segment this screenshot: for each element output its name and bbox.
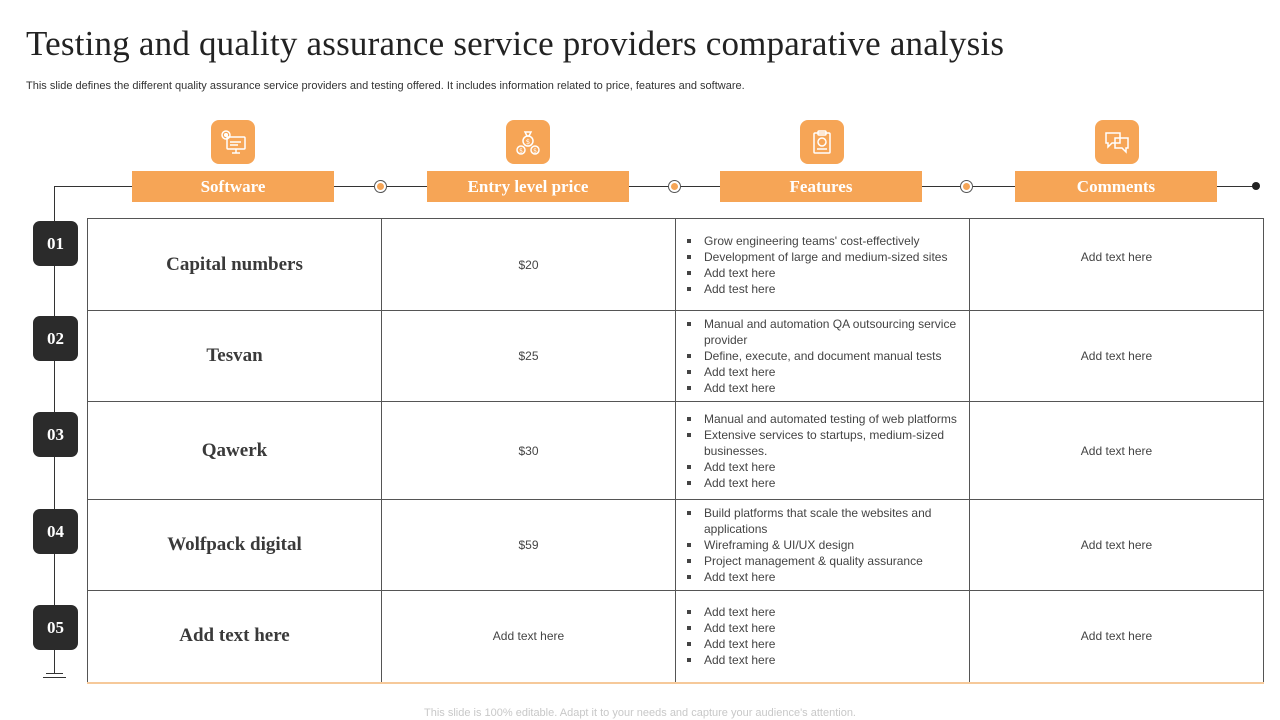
price-cell: $25 — [382, 311, 676, 402]
feature-item: Development of large and medium-sized sites — [686, 249, 969, 265]
software-name: Capital numbers — [88, 219, 382, 311]
feature-item: Add test here — [686, 281, 969, 297]
table-row — [88, 591, 1264, 683]
software-name: Tesvan — [88, 311, 382, 402]
comparison-table — [87, 218, 1264, 684]
monitor-gear-icon — [211, 120, 255, 164]
features-cell — [676, 591, 970, 683]
software-name: Wolfpack digital — [88, 500, 382, 591]
comment-cell: Add text here — [970, 591, 1264, 683]
feature-item: Add text here — [686, 364, 969, 380]
slide-title: Testing and quality assurance service providers comparative analysis — [26, 24, 1005, 63]
svg-text:$: $ — [533, 147, 537, 155]
price-cell: $20 — [382, 219, 676, 311]
timeline-connector-dot — [961, 181, 972, 192]
table-row — [88, 402, 1264, 500]
timeline-base — [43, 677, 66, 678]
feature-item: Add text here — [686, 604, 969, 620]
header-comments: Comments — [1015, 171, 1217, 202]
feature-item: Add text here — [686, 475, 969, 491]
svg-text:$: $ — [525, 138, 531, 146]
feature-item: Build platforms that scale the websites and applications — [686, 505, 969, 537]
features-cell — [676, 402, 970, 500]
feature-item: Add text here — [686, 636, 969, 652]
price-cell: $30 — [382, 402, 676, 500]
footer-note: This slide is 100% editable. Adapt it to your needs and capture your audience's attention. — [424, 707, 856, 719]
comment-cell: Add text here — [970, 219, 1264, 311]
slide-subtitle: This slide defines the different quality assurance service providers and testing offered. It includes information related to price, features and software. — [26, 80, 745, 92]
feature-item: Add text here — [686, 459, 969, 475]
feature-item: Project management & quality assurance — [686, 553, 969, 569]
header-features: Features — [720, 171, 922, 202]
features-cell — [676, 311, 970, 402]
comment-cell: Add text here — [970, 500, 1264, 591]
feature-item: Wireframing & UI/UX design — [686, 537, 969, 553]
table-row — [88, 219, 1264, 311]
feature-item: Define, execute, and document manual tests — [686, 348, 969, 364]
feature-item: Manual and automation QA outsourcing service provider — [686, 316, 969, 348]
money-bag-icon — [506, 120, 550, 164]
row-number-badge: 03 — [33, 412, 78, 457]
row-number-badge: 05 — [33, 605, 78, 650]
feature-item: Extensive services to startups, medium-sized businesses. — [686, 427, 969, 459]
timeline-end-dot — [1252, 182, 1260, 190]
comment-cell: Add text here — [970, 402, 1264, 500]
table-row — [88, 311, 1264, 402]
features-cell — [676, 500, 970, 591]
feature-item: Add text here — [686, 380, 969, 396]
row-number-badge: 04 — [33, 509, 78, 554]
software-name: Qawerk — [88, 402, 382, 500]
price-cell: $59 — [382, 500, 676, 591]
chat-bubbles-icon — [1095, 120, 1139, 164]
feature-item: Add text here — [686, 652, 969, 668]
feature-item: Add text here — [686, 265, 969, 281]
clipboard-icon — [800, 120, 844, 164]
price-cell: Add text here — [382, 591, 676, 683]
header-entry-level-price: Entry level price — [427, 171, 629, 202]
header-software: Software — [132, 171, 334, 202]
table-row — [88, 500, 1264, 591]
row-number-badge: 02 — [33, 316, 78, 361]
timeline-base — [46, 673, 63, 674]
software-name: Add text here — [88, 591, 382, 683]
feature-item: Add text here — [686, 620, 969, 636]
comment-cell: Add text here — [970, 311, 1264, 402]
timeline-connector-dot — [669, 181, 680, 192]
feature-item: Add text here — [686, 569, 969, 585]
features-cell — [676, 219, 970, 311]
svg-text:$: $ — [519, 147, 523, 155]
timeline-connector-dot — [375, 181, 386, 192]
feature-item: Grow engineering teams' cost-effectively — [686, 233, 969, 249]
row-number-badge: 01 — [33, 221, 78, 266]
feature-item: Manual and automated testing of web platforms — [686, 411, 969, 427]
